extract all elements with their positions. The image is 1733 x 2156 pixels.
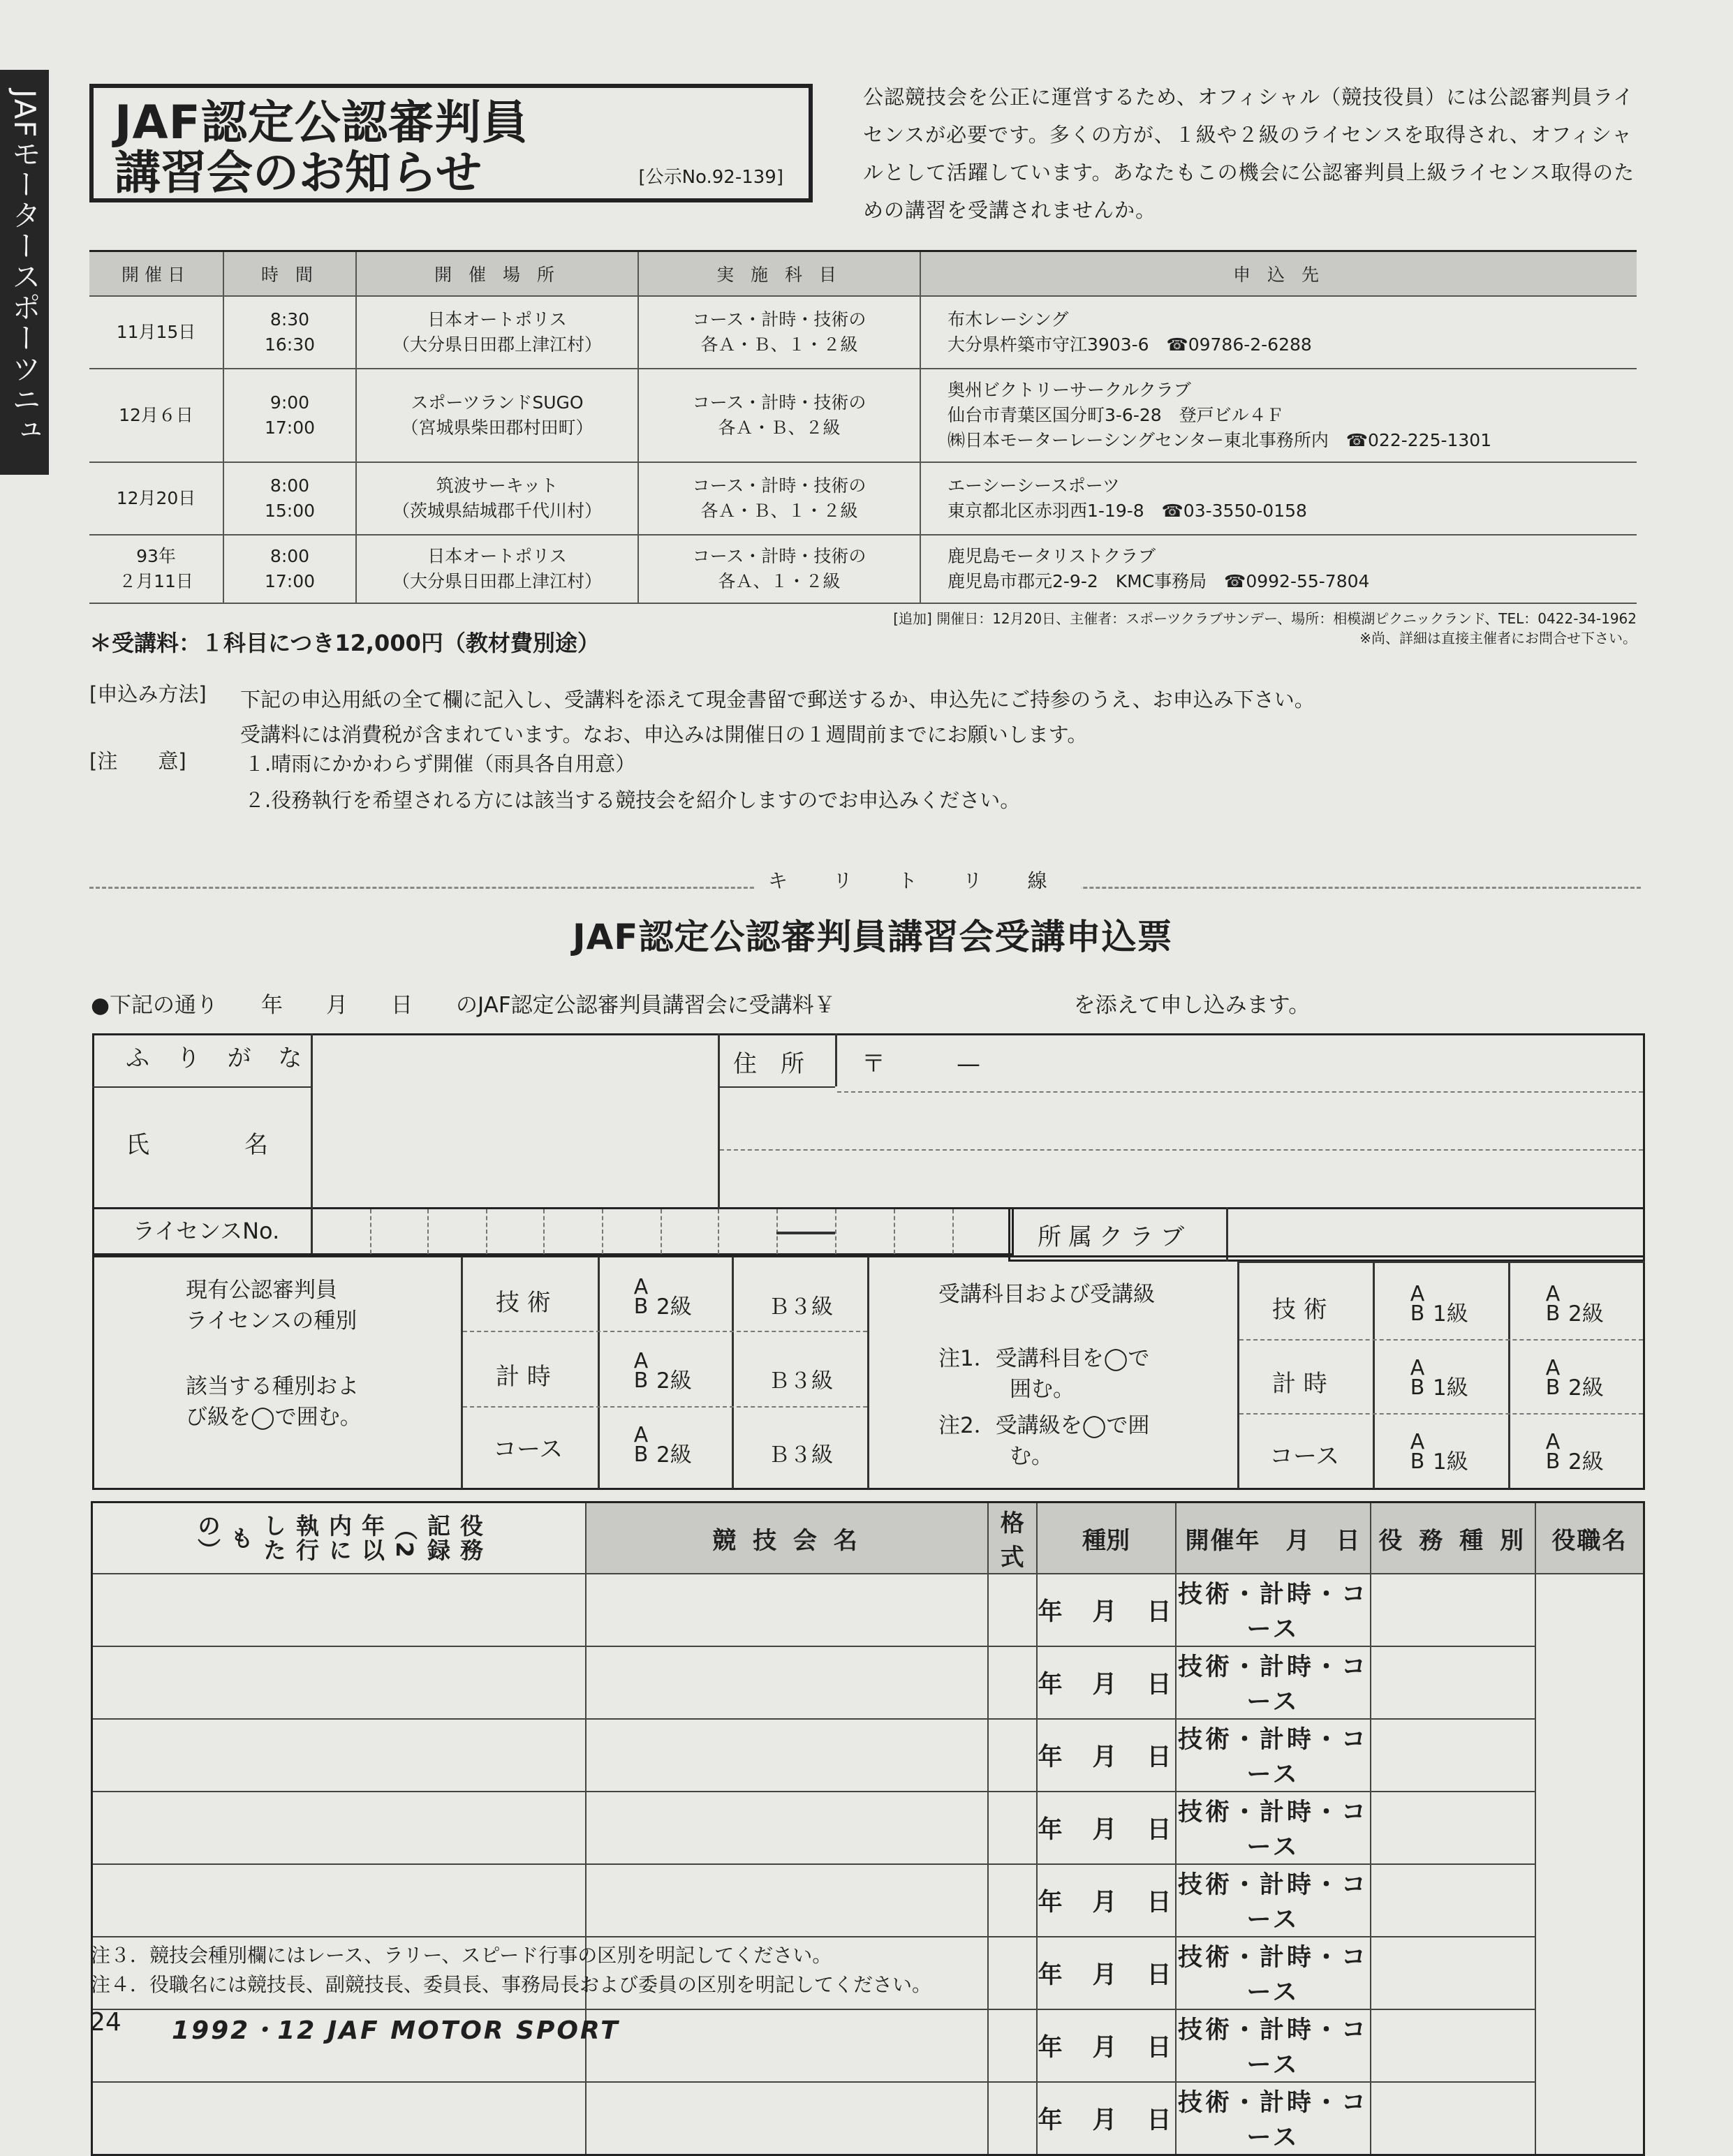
row-time [223, 369, 356, 462]
schedule-row [89, 462, 1637, 535]
row-date: 12月20日 [89, 462, 223, 535]
event-name-input[interactable] [92, 1792, 587, 1864]
cur-category-timing[interactable]: 計 時 [496, 1363, 551, 1391]
grade-a: A [1545, 1282, 1561, 1306]
grade-b: B [1410, 1375, 1425, 1400]
row-apply [920, 369, 1637, 462]
current-license-title2: ライセンスの種別 [186, 1308, 357, 1334]
form-title: JAF認定公認審判員講習会受講申込票 [573, 917, 1173, 957]
header-date: 開催日 [89, 251, 223, 297]
event-name-input[interactable] [92, 2082, 587, 2155]
subject-line2: 各Ａ、１・２級 [718, 571, 841, 591]
row-subject [638, 369, 920, 462]
name-input[interactable] [313, 1089, 716, 1208]
grade-a: A [1545, 1430, 1561, 1454]
place-address: （大分県日田郡上津江村） [392, 334, 602, 355]
name-label: 氏 名 [126, 1131, 268, 1159]
apply-line2: 大分県杵築市守江3903-6 ☎09786-2-6288 [947, 334, 1312, 355]
row-place [356, 462, 638, 535]
club-label: 所属クラブ [1038, 1223, 1191, 1251]
schedule-row [89, 369, 1637, 462]
row-time [223, 535, 356, 603]
grade-b: B [1545, 1301, 1561, 1326]
divider [598, 1257, 600, 1489]
how-to-apply-line1: 下記の申込用紙の全て欄に記入し、受講料を添えて現金書留で郵送するか、申込先にご持参のうえ、お申込み下さい。 [240, 688, 1315, 711]
header-type: 種別 [1037, 1502, 1176, 1574]
apply-line2: 東京都北区赤羽西1-19-8 ☎03-3550-0158 [947, 501, 1307, 521]
place-address: （茨城県結城郡千代川村） [392, 501, 602, 521]
duty-type-field[interactable]: 技術・計時・コース [1176, 1864, 1371, 1937]
grade-a: A [1410, 1356, 1425, 1380]
type-input[interactable] [988, 2082, 1037, 2155]
date-field[interactable]: 年 月 日 [1037, 1937, 1176, 2009]
grade-a: A [633, 1349, 649, 1373]
grade-ab-mark [1544, 1356, 1561, 1400]
time-end: 17:00 [264, 571, 316, 591]
req-tech-1kyu[interactable]: 1級 [1433, 1301, 1468, 1327]
divider [1237, 1261, 1239, 1489]
position-input[interactable] [1371, 1937, 1535, 2009]
time-start: 8:30 [270, 309, 310, 330]
grade-b: B [1545, 1449, 1561, 1474]
position-input[interactable] [1371, 1792, 1535, 1864]
header-time: 時 間 [223, 251, 356, 297]
postal-mark: 〒 — [862, 1050, 980, 1078]
grade-ab-mark [1409, 1430, 1426, 1474]
date-field[interactable]: 年 月 日 [1037, 2082, 1176, 2155]
furigana-input[interactable] [313, 1035, 716, 1086]
apply-line1: 奥州ビクトリーサークルクラブ [947, 380, 1191, 400]
course-title: 受講科目および受講級 [938, 1282, 1155, 1307]
current-license-title1: 現有公認審判員 [186, 1278, 337, 1303]
time-end: 17:00 [264, 418, 316, 438]
duty-record-table [91, 1501, 1645, 2156]
row-apply [920, 535, 1637, 603]
subject-line1: コース・計時・技術の [692, 309, 866, 330]
grade-ab-mark [1544, 1430, 1561, 1474]
schedule-header-row [89, 251, 1637, 297]
divider [1237, 1261, 1645, 1263]
schedule-row [89, 296, 1637, 369]
format-input[interactable] [586, 1719, 988, 1792]
record-header-row [92, 1502, 1644, 1574]
divider [92, 1086, 311, 1088]
page-number: 24 [89, 2008, 121, 2037]
addition-text: [追加] 開催日：12月20日、主催者：スポーツクラブサンデー、場所：相模湖ピクニックランド、TEL：0422-34-1962 [893, 610, 1637, 627]
caution-line1: １.晴雨にかかわらず開催（雨具各自用意） [244, 752, 636, 776]
subject-line1: コース・計時・技術の [692, 392, 866, 413]
header-format: 格式 [988, 1502, 1037, 1574]
event-name-input[interactable] [92, 1574, 587, 1646]
place-name: 日本オートポリス [427, 309, 567, 330]
header-apply: 申 込 先 [920, 251, 1637, 297]
apply-line1: 鹿児島モータリストクラブ [947, 546, 1156, 566]
subject-line1: コース・計時・技術の [692, 546, 866, 566]
format-input[interactable] [586, 1792, 988, 1864]
time-start: 8:00 [270, 475, 310, 496]
duty-type-field[interactable]: 技術・計時・コース [1176, 2009, 1371, 2082]
duty-type-field[interactable]: 技術・計時・コース [1176, 1574, 1371, 1646]
grade-a: A [1545, 1356, 1561, 1380]
row-date: 12月６日 [89, 369, 223, 462]
record-row [92, 1864, 1644, 1937]
apply-line3: ㈱日本モーターレーシングセンター東北事務所内 ☎022-225-1301 [947, 430, 1492, 450]
grade-ab-mark [1544, 1282, 1561, 1326]
record-row [92, 1646, 1644, 1719]
row-place [356, 535, 638, 603]
date-field[interactable]: 年 月 日 [1037, 1574, 1176, 1646]
time-end: 16:30 [264, 334, 316, 355]
type-input[interactable] [988, 1937, 1037, 2009]
fee-text: ＊受講料：１科目につき12,000円（教材費別途） [89, 630, 600, 656]
duty-type-field[interactable]: 技術・計時・コース [1176, 2082, 1371, 2155]
subject-line2: 各Ａ・Ｂ、１・２級 [700, 334, 858, 355]
divider [1226, 1207, 1228, 1262]
divider [1508, 1261, 1510, 1489]
grade-b: B [1410, 1449, 1425, 1474]
format-input[interactable] [586, 2009, 988, 2082]
magazine-footer: 1992・12 JAF MOTOR SPORT [172, 2016, 620, 2045]
date-field[interactable]: 年 月 日 [1037, 1719, 1176, 1792]
cur-tech-b3[interactable]: Ｂ３級 [768, 1294, 833, 1320]
position-input[interactable] [1371, 1719, 1535, 1792]
req-category-timing[interactable]: 計 時 [1272, 1370, 1327, 1398]
how-to-apply-line2: 受講料には消費税が含まれています。なお、申込みは開催日の１週間前までにお願いします。 [240, 723, 1088, 746]
divider [718, 1086, 835, 1088]
divider [461, 1257, 463, 1489]
grade-b: B [633, 1442, 649, 1467]
record-row [92, 2082, 1644, 2155]
grade-a: A [1410, 1430, 1425, 1454]
apply-line2: 仙台市青葉区国分町3-6-28 登戸ビル４Ｆ [947, 405, 1284, 425]
type-input[interactable] [988, 1719, 1037, 1792]
publication-number: [公示No.92-139] [638, 167, 783, 188]
cur-timing-2kyu[interactable]: 2級 [656, 1368, 692, 1394]
position-input[interactable] [1371, 2082, 1535, 2155]
how-to-apply-label: [申込み方法] [89, 682, 207, 706]
date-field[interactable]: 年 月 日 [1037, 1792, 1176, 1864]
header-position: 役職名 [1535, 1502, 1644, 1574]
grade-b: B [633, 1294, 649, 1319]
divider [718, 1033, 720, 1209]
header-event-name: 競 技 会 名 [586, 1502, 988, 1574]
schedule-table [89, 250, 1637, 604]
event-name-input[interactable] [92, 1719, 587, 1792]
header-place: 開 催 場 所 [356, 251, 638, 297]
addition-note: ※尚、詳細は直接主催者にお問合せ下さい。 [1359, 630, 1637, 647]
row-date: 93年 ２月11日 [89, 535, 223, 603]
grade-ab-mark [633, 1423, 649, 1467]
license-no-label: ライセンスNo. [133, 1218, 280, 1244]
divider [867, 1257, 869, 1489]
cur-category-tech[interactable]: 技 術 [496, 1289, 551, 1317]
dashed-guide [1239, 1339, 1643, 1341]
format-input[interactable] [586, 2082, 988, 2155]
req-course-1kyu[interactable]: 1級 [1433, 1449, 1468, 1475]
time-start: 8:00 [270, 546, 310, 566]
course-note1a: 注1．受講科目を◯で [938, 1346, 1150, 1371]
record-row [92, 1719, 1644, 1792]
subject-line2: 各Ａ・Ｂ、１・２級 [700, 501, 858, 521]
position-input[interactable] [1371, 1864, 1535, 1937]
schedule-addition [768, 609, 1637, 648]
dashed-guide [463, 1331, 867, 1332]
duty-record-side-label: 役務記録（2年以内に執行したもの） [92, 1502, 587, 1574]
course-note2a: 注2．受講級を◯で囲 [938, 1413, 1150, 1438]
cur-course-b3[interactable]: Ｂ３級 [768, 1442, 833, 1468]
row-place [356, 369, 638, 462]
type-input[interactable] [988, 1646, 1037, 1719]
cut-line-label: キ リ ト リ 線 [754, 866, 1081, 894]
record-row [92, 1574, 1644, 1646]
type-input[interactable] [988, 1574, 1037, 1646]
format-input[interactable] [586, 1646, 988, 1719]
grade-b: B [633, 1368, 649, 1393]
grade-b: B [1545, 1375, 1561, 1400]
grade-ab-mark [1409, 1282, 1426, 1326]
req-category-tech[interactable]: 技 術 [1272, 1296, 1327, 1324]
cur-tech-2kyu[interactable]: 2級 [656, 1294, 692, 1320]
section-side-tab: JAFモータースポーツニュ [0, 70, 49, 475]
place-name: 日本オートポリス [427, 546, 567, 566]
date-field[interactable]: 年 月 日 [1037, 1864, 1176, 1937]
time-start: 9:00 [270, 392, 310, 413]
declaration-text: ●下記の通り 年 月 日 のJAF認定公認審判員講習会に受講料￥ を添えて申し込みます。 [91, 993, 1311, 1018]
header-duty-type: 役 務 種 別 [1371, 1502, 1535, 1574]
position-input[interactable] [1371, 1574, 1535, 1646]
row-place [356, 296, 638, 369]
duty-type-field[interactable]: 技術・計時・コース [1176, 1792, 1371, 1864]
caution-line2: ２.役務執行を希望される方には該当する競技会を紹介しますのでお申込みください。 [244, 788, 1021, 812]
intro-text: 公認競技会を公正に運営するため、オフィシャル（競技役員）には公認審判員ライセンスが必要です。多くの方が、１級や２級のライセンスを取得され、オフィシャルとして活躍しています。あなたもこの機会に公認審判員上級ライセンス取得のための講習を受講されませんか。 [863, 85, 1635, 222]
type-input[interactable] [988, 1864, 1037, 1937]
apply-line2: 鹿児島市郡元2-9-2 KMC事務局 ☎0992-55-7804 [947, 571, 1370, 591]
position-input[interactable] [1371, 2009, 1535, 2082]
address-label: 住 所 [733, 1050, 804, 1078]
note-4: 注４．役職名には競技長、副競技長、委員長、事務局長および委員の区別を明記してください。 [91, 1973, 932, 1996]
note-3: 注３．競技会種別欄にはレース、ラリー、スピード行事の区別を明記してください。 [91, 1944, 832, 1967]
cur-timing-b3[interactable]: Ｂ３級 [768, 1368, 833, 1394]
duty-type-field[interactable]: 技術・計時・コース [1176, 1937, 1371, 2009]
date-field[interactable]: 年 月 日 [1037, 2009, 1176, 2082]
time-end: 15:00 [264, 501, 316, 521]
grade-ab-mark [1409, 1356, 1426, 1400]
req-course-2kyu[interactable]: 2級 [1568, 1449, 1604, 1475]
license-no-input[interactable] [313, 1209, 1011, 1254]
type-input[interactable] [988, 1792, 1037, 1864]
subject-line2: 各Ａ・Ｂ、２級 [718, 418, 841, 438]
event-name-input[interactable] [92, 1864, 587, 1937]
grade-a: A [633, 1275, 649, 1299]
header-subject: 実 施 科 目 [638, 251, 920, 297]
row-apply [920, 462, 1637, 535]
place-address: （大分県日田郡上津江村） [392, 571, 602, 591]
row-subject [638, 462, 920, 535]
current-license-note2: び級を◯で囲む。 [186, 1405, 362, 1430]
dashed-guide [463, 1406, 867, 1408]
grade-a: A [1410, 1282, 1425, 1306]
cur-category-course[interactable]: コース [493, 1435, 563, 1463]
req-timing-2kyu[interactable]: 2級 [1568, 1375, 1604, 1401]
req-timing-1kyu[interactable]: 1級 [1433, 1375, 1468, 1401]
address-input[interactable] [838, 1035, 1641, 1207]
form-notes [91, 1941, 931, 2000]
row-time [223, 462, 356, 535]
row-subject [638, 296, 920, 369]
divider [835, 1033, 837, 1086]
divider [1373, 1261, 1375, 1489]
course-note2b: む。 [1010, 1444, 1053, 1469]
apply-line1: エーシーシースポーツ [947, 475, 1120, 496]
schedule-row [89, 535, 1637, 603]
row-apply [920, 296, 1637, 369]
divider [732, 1257, 734, 1489]
req-category-course[interactable]: コース [1269, 1442, 1340, 1470]
duty-type-field[interactable]: 技術・計時・コース [1176, 1646, 1371, 1719]
place-name: 筑波サーキット [436, 475, 559, 496]
dashed-guide [1239, 1413, 1643, 1415]
record-row [92, 1792, 1644, 1864]
grade-b: B [1410, 1301, 1425, 1326]
header-date: 開催年 月 日 [1176, 1502, 1371, 1574]
current-license-note1: 該当する種別およ [186, 1374, 359, 1399]
caution-label: [注 意] [89, 749, 186, 773]
page-title-line1: JAF認定公認審判員 [115, 96, 529, 149]
req-tech-2kyu[interactable]: 2級 [1568, 1301, 1604, 1327]
grade-ab-mark [633, 1349, 649, 1393]
event-name-input[interactable] [92, 1646, 587, 1719]
furigana-label: ふ り が な [126, 1044, 312, 1072]
grade-ab-mark [633, 1275, 649, 1319]
format-input[interactable] [586, 1864, 988, 1937]
club-input[interactable] [1229, 1209, 1642, 1260]
format-input[interactable] [586, 1574, 988, 1646]
row-time [223, 296, 356, 369]
apply-line1: 布木レーシング [947, 309, 1069, 330]
page-title-line2: 講習会のお知らせ [115, 146, 482, 200]
type-input[interactable] [988, 2009, 1037, 2082]
date-field[interactable]: 年 月 日 [1037, 1646, 1176, 1719]
title-box [89, 84, 813, 202]
course-note1b: 囲む。 [1010, 1377, 1075, 1402]
cur-course-2kyu[interactable]: 2級 [656, 1442, 692, 1468]
row-subject [638, 535, 920, 603]
place-name: スポーツランドSUGO [411, 392, 584, 413]
duty-type-field[interactable]: 技術・計時・コース [1176, 1719, 1371, 1792]
row-date: 11月15日 [89, 296, 223, 369]
position-input[interactable] [1371, 1646, 1535, 1719]
place-address: （宮城県柴田郡村田町） [401, 418, 593, 438]
grade-a: A [633, 1423, 649, 1447]
subject-line1: コース・計時・技術の [692, 475, 866, 496]
